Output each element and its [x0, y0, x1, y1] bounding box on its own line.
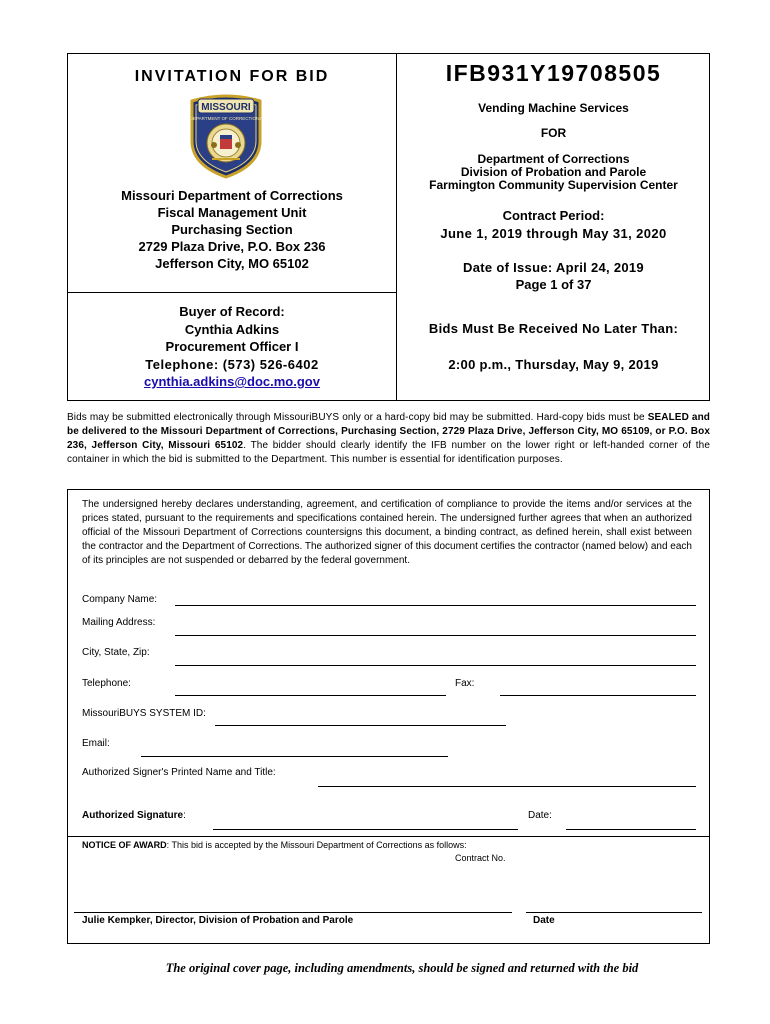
city-state-zip-field[interactable] — [175, 665, 696, 666]
buyer-title: Procurement Officer I — [165, 339, 299, 354]
city-state-zip-label: City, State, Zip: — [82, 647, 150, 658]
email-label: Email: — [82, 738, 110, 749]
award-text: : This bid is accepted by the Missouri Department of Corrections as follows: — [166, 840, 467, 850]
agency-line: Fiscal Management Unit — [157, 205, 307, 220]
missouri-doc-seal — [186, 93, 266, 179]
page-info: Page 1 of 37 — [515, 277, 592, 292]
director-name: Julie Kempker, Director, Division of Probation and Parole — [82, 915, 354, 926]
signature-date-label: Date: — [528, 810, 552, 821]
date-of-issue: Date of Issue: April 24, 2019 — [463, 260, 644, 275]
buyer-of-record — [67, 303, 397, 391]
contract-period-dates: June 1, 2019 through May 31, 2020 — [440, 226, 667, 241]
header-divider-left — [67, 292, 397, 293]
seal-sublabel: DEPARTMENT OF CORRECTIONS — [189, 116, 263, 121]
director-date-line — [526, 912, 702, 913]
mailing-address-field[interactable] — [175, 635, 696, 636]
award-label: NOTICE OF AWARD — [82, 840, 167, 850]
instructions-part2: . The bidder should clearly identify the IFB number on the lower right or left-handed corner of the container in which the bid is submitted to the Department. This number is essential for identification purposes. — [67, 440, 710, 465]
submission-instructions — [67, 411, 710, 467]
footer-note: The original cover page, including amendments, should be signed and returned with the bid — [165, 961, 639, 975]
buyer-label: Buyer of Record: — [179, 304, 285, 319]
award-divider — [67, 836, 710, 837]
contract-period-label: Contract Period: — [502, 208, 605, 223]
fax-label: Fax: — [455, 678, 475, 689]
fax-field[interactable] — [500, 695, 696, 696]
mailing-address-label: Mailing Address: — [82, 617, 156, 628]
invitation-title: INVITATION FOR BID — [134, 68, 330, 85]
company-name-label: Company Name: — [82, 594, 158, 605]
for-block — [397, 153, 710, 192]
signer-name-title-label: Authorized Signer's Printed Name and Title: — [82, 767, 276, 778]
ifb-number: IFB931Y19708505 — [445, 60, 662, 86]
deadline-datetime: 2:00 p.m., Thursday, May 9, 2019 — [448, 357, 659, 372]
director-date-label: Date — [533, 915, 555, 926]
company-name-field[interactable] — [175, 605, 696, 606]
service-title: Vending Machine Services — [478, 101, 629, 115]
authorized-signature-text: Authorized Signature — [82, 810, 184, 821]
for-line: Division of Probation and Parole — [460, 165, 647, 179]
signature-colon: : — [183, 810, 186, 821]
authorized-signature-label — [82, 810, 186, 821]
authorized-signature-field[interactable] — [213, 829, 518, 830]
missouribuys-id-label: MissouriBUYS SYSTEM ID: — [82, 708, 206, 719]
signer-name-title-field[interactable] — [318, 786, 696, 787]
telephone-label: Telephone: — [82, 678, 131, 689]
agency-line: Jefferson City, MO 65102 — [155, 256, 309, 271]
for-line: Department of Corrections — [477, 152, 630, 166]
agency-address — [67, 187, 397, 272]
for-line: Farmington Community Supervision Center — [429, 178, 678, 192]
signature-date-field[interactable] — [566, 829, 696, 830]
seal-label: MISSOURI — [201, 102, 251, 113]
declaration-text: The undersigned hereby declares understanding, agreement, and certification of compliance to provide the items and/or services at the prices stated, pursuant to the requirements and specifications contained herein. The undersigned further agrees that when an authorized official of the Missouri Department of Corrections countersigns this document, a binding contract, as defined herein, shall exist between the contractor and the Department of Corrections. The authorized signer of this document certifies the contractor (named below) and each of its principles are not suspended or debarred by the federal government. — [82, 499, 692, 566]
agency-line: 2729 Plaza Drive, P.O. Box 236 — [138, 239, 326, 254]
contract-no-label: Contract No. — [455, 853, 506, 863]
notice-of-award — [82, 840, 467, 850]
buyer-name: Cynthia Adkins — [184, 321, 280, 337]
telephone-field[interactable] — [175, 695, 446, 696]
email-field[interactable] — [141, 756, 448, 757]
buyer-email-link[interactable]: cynthia.adkins@doc.mo.gov — [144, 374, 320, 389]
missouribuys-id-field[interactable] — [215, 725, 506, 726]
instructions-bold: SEALED and be delivered to the Missouri Department of Corrections, Purchasing Section, 2729 Plaza Drive, Jefferson City, MO 65109, or P.O. Box 236, Jefferson City, Missouri 65102 — [67, 412, 710, 451]
director-signature-line — [74, 912, 512, 913]
agency-line: Purchasing Section — [171, 222, 293, 237]
agency-line: Missouri Department of Corrections — [121, 188, 343, 203]
for-label: FOR — [540, 126, 567, 140]
instructions-part1: Bids may be submitted electronically through MissouriBUYS only or a hard-copy bid may be submitted. Hard-copy bids must be — [67, 412, 648, 423]
deadline-label: Bids Must Be Received No Later Than: — [428, 321, 679, 336]
buyer-telephone: Telephone: (573) 526-6402 — [145, 356, 319, 372]
